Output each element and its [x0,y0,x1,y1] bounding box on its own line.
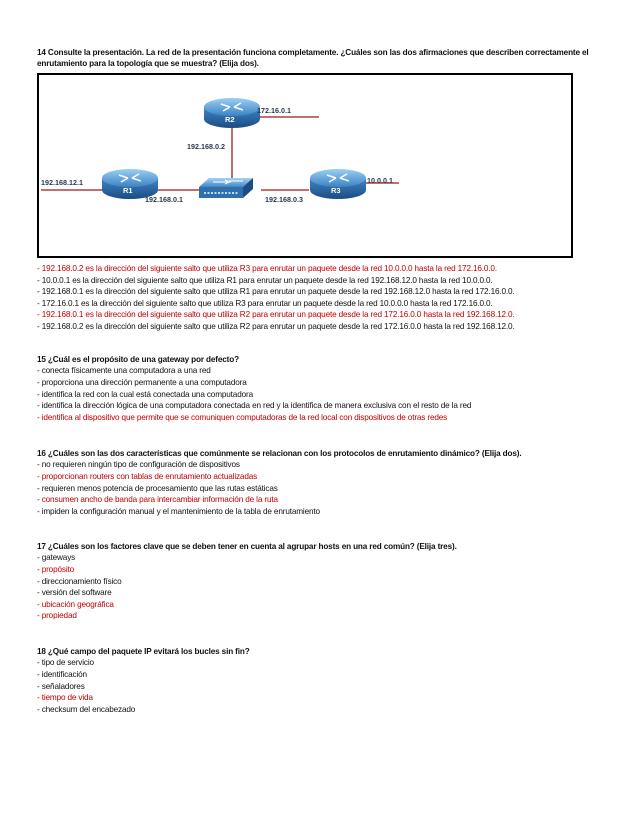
option-16-d: - consumen ancho de banda para intercambiar información de la ruta [37,495,278,505]
option-14-a: - 192.168.0.2 es la dirección del siguiente salto que utiliza R3 para enrutar un paquete desde la red 10.0.0.0 hasta la red 172.16.0.0. [37,264,497,273]
addr-192-168-12-1: 192.168.12.1 [41,178,83,187]
question-15-text: 15 ¿Cuál es el propósito de una gateway por defecto? [37,355,239,364]
option-17-d: - versión del software [37,588,112,598]
option-14-e: - 192.168.0.1 es la dirección del siguiente salto que utiliza R2 para enrutar un paquete desde la red 172.16.0.0 hasta la red 192.168.12.0. [37,310,515,320]
addr-172-16-0-1: 172.16.0.1 [257,106,291,115]
option-16-a: - no requieren ningún tipo de configuración de dispositivos [37,460,240,470]
router-r3-label: R3 [331,186,341,195]
option-16-b: - proporcionan routers con tablas de enrutamiento actualizadas [37,472,258,481]
option-15-a: - conecta físicamente una computadora a una red [37,366,211,376]
addr-192-168-0-1: 192.168.0.1 [145,195,183,204]
question-17-text: 17 ¿Cuáles son los factores clave que se deben tener en cuenta al agrupar hosts en una red común? (Elija tres). [37,542,457,551]
option-16-e: - impiden la configuración manual y el mantenimiento de la tabla de enrutamiento [37,506,320,516]
question-14-text: 14 Consulte la presentación. La red de la presentación funciona completamente. ¿Cuáles son las dos afirmaciones que describen correctamente el enrutamiento para la topología que se muestra? (Elija dos). [37,48,589,69]
option-17-f: - propiedad [37,611,77,621]
option-15-b: - proporciona una dirección permanente a una computadora [37,378,247,387]
diagram-label-layer [37,73,597,258]
option-15-c: - identifica la red con la cual está conectada una computadora [37,389,253,399]
option-18-d: - tiempo de vida [37,693,93,703]
figure-frame [37,73,573,258]
option-18-c: - señaladores [37,681,85,691]
addr-10-0-0-1: 10.0.0.1 [367,176,393,185]
option-17-b: - propósito [37,565,75,574]
topology-diagram-full [39,75,571,256]
option-15-e: - identifica al dispositivo que permite que se comuniquen computadoras de la red local con dispositivos de otras redes [37,412,448,422]
option-18-a: - tipo de servicio [37,658,94,668]
option-14-b: - 10.0.0.1 es la dirección del siguiente salto que utiliza R1 para enrutar un paquete desde la red 192.168.12.0 hasta la red 10.0.0.0. [37,275,493,285]
question-17 [37,541,617,622]
question-14-options [37,263,515,333]
question-15 [37,354,617,423]
option-14-d: - 172.16.0.1 es la dirección del siguiente salto que utiliza R3 para enrutar un paquete desde la red 10.0.0.0 hasta la red 172.16.0.0. [37,298,493,308]
addr-192-168-0-3: 192.168.0.3 [265,195,303,204]
option-17-e: - ubicación geográfica [37,599,114,609]
option-17-a: - gateways [37,553,76,563]
question-16-text: 16 ¿Cuáles son las dos características que comúnmente se relacionan con los protocolos de enrutamiento dinámico? (Elija dos). [37,449,522,458]
option-18-e: - checksum del encabezado [37,704,136,714]
addr-192-168-0-2: 192.168.0.2 [187,142,225,151]
option-16-c: - requieren menos potencia de procesamiento que las rutas estáticas [37,483,278,493]
switch-icon [199,178,253,198]
option-17-c: - direccionamiento físico [37,576,122,586]
option-14-c: - 192.168.0.1 es la dirección del siguiente salto que utiliza R1 para enrutar un paquete desde la red 192.168.12.0 hasta la red 172.16.0.0. [37,287,515,297]
router-r1-label: R1 [123,186,133,195]
router-r2-label: R2 [225,115,235,124]
option-18-b: - identificación [37,670,87,679]
question-14 [37,47,617,331]
option-15-d: - identifica la dirección lógica de una computadora conectada en red y la identifica de manera exclusiva con el resto de la red [37,401,472,411]
question-18-text: 18 ¿Qué campo del paquete IP evitará los bucles sin fin? [37,647,250,656]
question-16 [37,448,617,517]
question-18 [37,646,617,715]
option-14-f: - 192.168.0.2 es la dirección del siguiente salto que utiliza R2 para enrutar un paquete desde la red 172.16.0.0 hasta la red 192.168.12.0. [37,321,515,331]
